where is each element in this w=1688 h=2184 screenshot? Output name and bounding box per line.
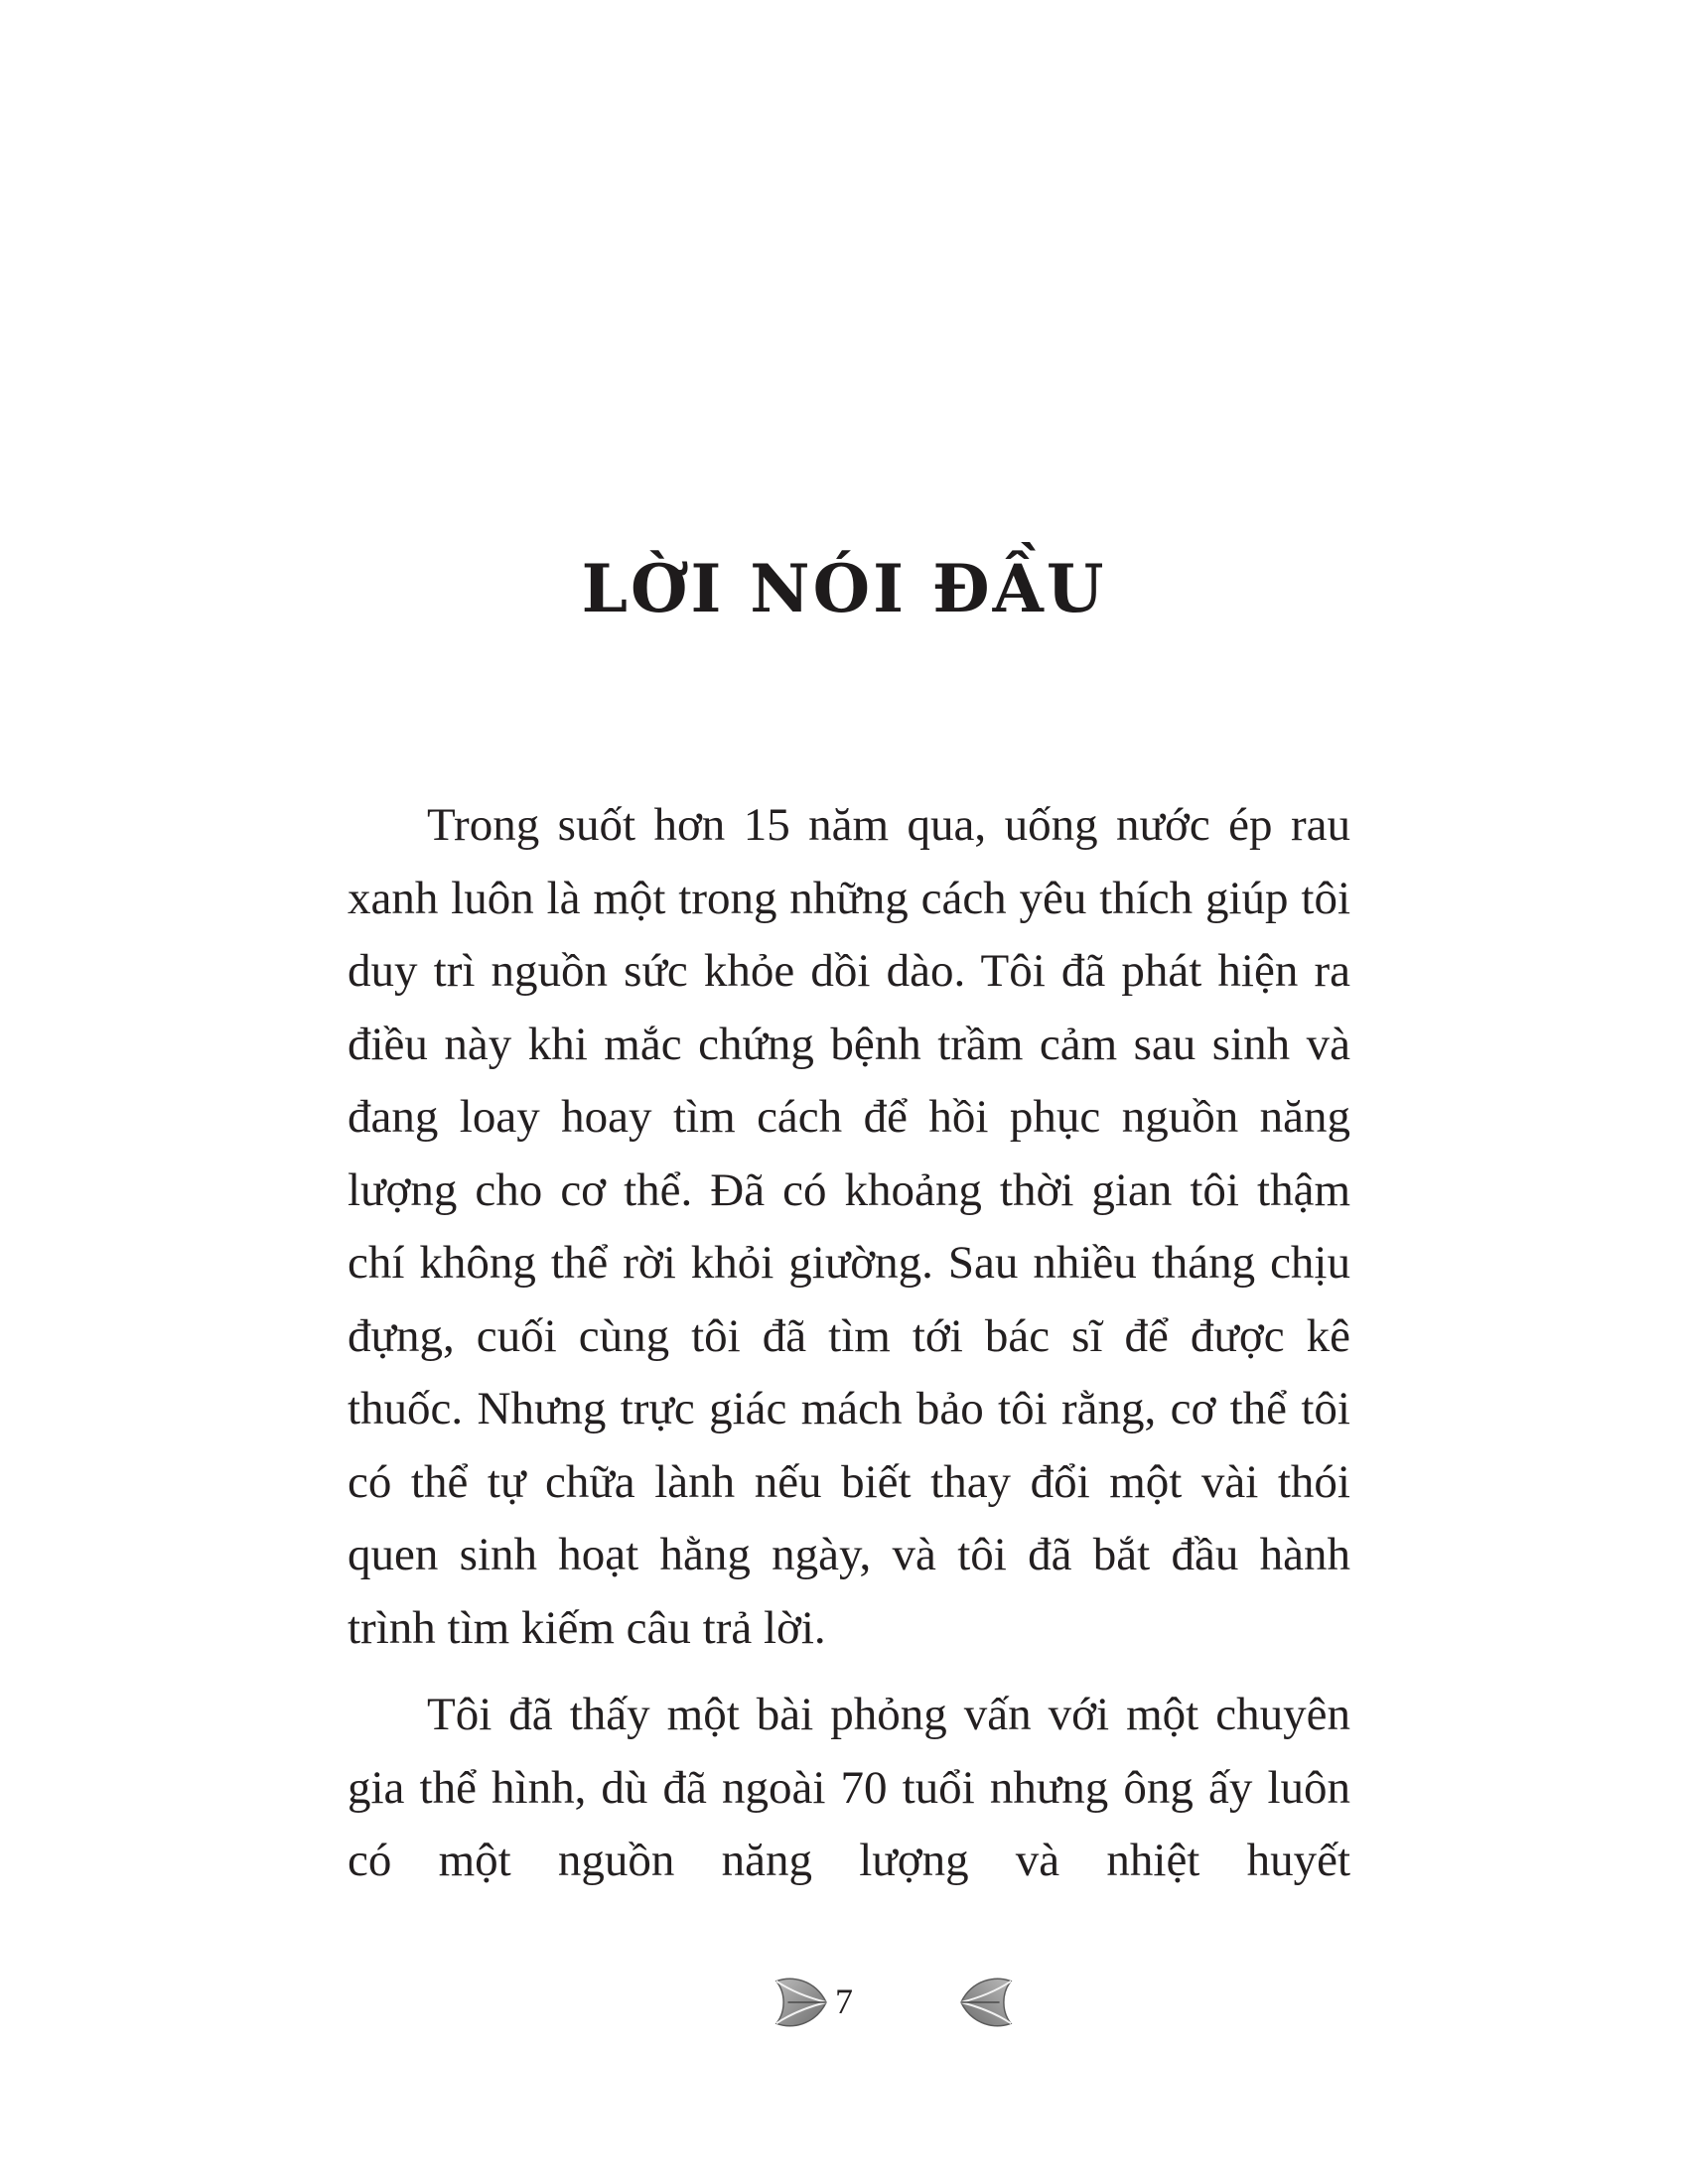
page-number: 7 [835,1981,853,2021]
body-text [348,789,1350,1898]
paragraph: Tôi đã thấy một bài phỏng vấn với một chuyên gia thể hình, dù đã ngoài 70 tuổi nhưng ông ấy luôn có một nguồn năng lượng và nhiệt huyết [348,1689,1350,1886]
paragraph: Trong suốt hơn 15 năm qua, uống nước ép rau xanh luôn là một trong những cách yêu thích giúp tôi duy trì nguồn sức khỏe dồi dào. Tôi đã phát hiện ra điều này khi mắc chứng bệnh trầm cảm sau sinh và đang loay hoay tìm cách để hồi phục nguồn năng lượng cho cơ thể. Đã có khoảng thời gian tôi thậm chí không thể rời khỏi giường. Sau nhiều tháng chịu đựng, cuối cùng tôi đã tìm tới bác sĩ để được kê thuốc. Nhưng trực giác mách bảo tôi rằng, cơ thể tôi có thể tự chữa lành nếu biết thay đổi một vài thói quen sinh hoạt hằng ngày, và tôi đã bắt đầu hành trình tìm kiếm câu trả lời. [348,799,1350,1654]
chapter-title: LỜI NÓI ĐẦU [581,550,1107,627]
leaf-icon [957,1974,1015,2031]
page-footer [0,1974,1688,2043]
